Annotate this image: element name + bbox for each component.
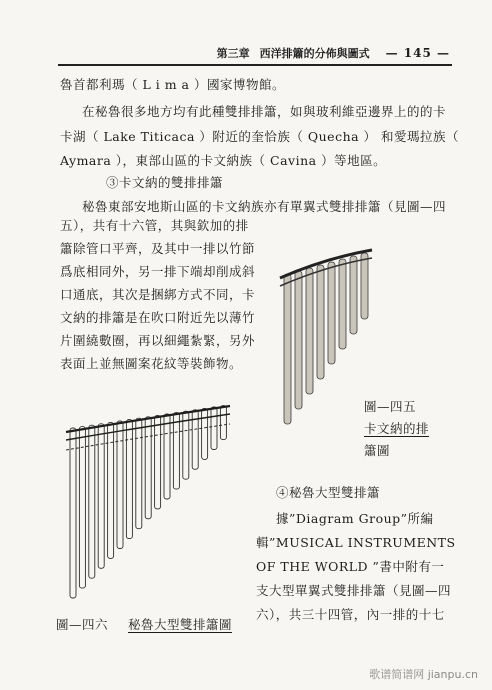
panpipe-tube (89, 425, 95, 578)
header-rule (58, 64, 452, 66)
section4-line-2: 輯”MUSICAL INSTRUMENTS (256, 535, 456, 550)
section-heading-3: ③卡文納的雙排排簫 (106, 175, 224, 190)
section4-line-4: 支大型單翼式雙排排簫（見圖—四 (256, 583, 452, 598)
panpipe-tube (173, 413, 179, 490)
panpipe-tube (164, 414, 170, 499)
panpipe-tube (202, 408, 208, 459)
panpipe-tube (328, 262, 335, 364)
figure-146-caption: 秘魯大型雙排簫圖 (128, 617, 233, 632)
panpipe-tube (339, 259, 346, 349)
section4-line-5: 六），共三十四管，內一排的十七 (256, 607, 445, 622)
figure-146-panpipe (58, 398, 236, 606)
page-number: — 145 — (385, 46, 450, 60)
section-heading-4: ④秘魯大型雙排簫 (276, 485, 381, 500)
panpipe-tube (98, 424, 104, 569)
body-line-12: 片圍繞數圈，再以細繩紮緊，另外 (60, 333, 256, 348)
body-line-9: 爲底相同外，另一排下端却削成斜 (60, 264, 256, 279)
body-line-11: 文納的排簫是在吹口附近先以薄竹 (60, 310, 256, 325)
panpipe-tube (70, 428, 76, 598)
body-line-4: Aymara ），東部山區的卡文納族（ Cavina ）等地區。 (60, 153, 387, 168)
panpipe-tube (117, 421, 123, 549)
panpipe-tube (306, 268, 313, 394)
figure-145-panpipe (276, 240, 376, 450)
body-line-7: 五），共有十六管，其與欽加的排 (60, 218, 249, 233)
panpipe-tube (126, 420, 132, 539)
panpipe-tube (284, 274, 291, 424)
running-header (60, 44, 450, 62)
panpipe-tube (350, 256, 357, 334)
body-line-2: 在秘魯很多地方均有此種雙排排簫，如與玻利維亞邊界上的的卡 (82, 104, 447, 119)
panpipe-tube (155, 415, 161, 509)
panpipe-tube (145, 417, 151, 519)
body-line-3: 卡湖（ Lake Titicaca ）附近的奎恰族（ Quecha ） 和愛瑪拉族（ (60, 129, 460, 144)
figure-146-label: 圖—四六 (56, 617, 109, 632)
panpipe-tube (220, 406, 226, 440)
figure-145-label: 圖—四五 (364, 399, 417, 414)
chapter-title: 西洋排簫的分佈與圖式 (259, 47, 370, 60)
panpipe-tube (136, 418, 142, 529)
figure-145-caption-1: 卡文納的排 (364, 421, 430, 436)
section4-line-1: 據”Diagram Group”所編 (276, 511, 434, 526)
body-line-6: 秘魯東部安地斯山區的卡文納族亦有單翼式雙排排簫（見圖—四 (82, 199, 447, 214)
figure-145-caption-2: 簫圖 (364, 443, 391, 458)
panpipe-tube (317, 265, 324, 379)
body-line-8: 簫除管口平齊，及其中一排以竹節 (60, 241, 256, 256)
site-watermark: 歌谱简谱网 jianpu.cn (369, 668, 478, 681)
chapter-label: 第三章 (216, 47, 250, 60)
section4-line-3: OF THE WORLD ”書中附有一 (256, 559, 445, 574)
body-line-1: 魯首都利瑪（ L i m a ）國家博物館。 (60, 77, 285, 92)
panpipe-tube (211, 407, 217, 450)
panpipe-tube (295, 271, 302, 409)
panpipe-tube (361, 253, 368, 319)
body-line-10: 口通底，其次是捆綁方式不同，卡 (60, 287, 256, 302)
body-line-13: 表面上並無圖案花紋等裝飾物。 (60, 356, 243, 371)
panpipe-tube (79, 427, 85, 588)
